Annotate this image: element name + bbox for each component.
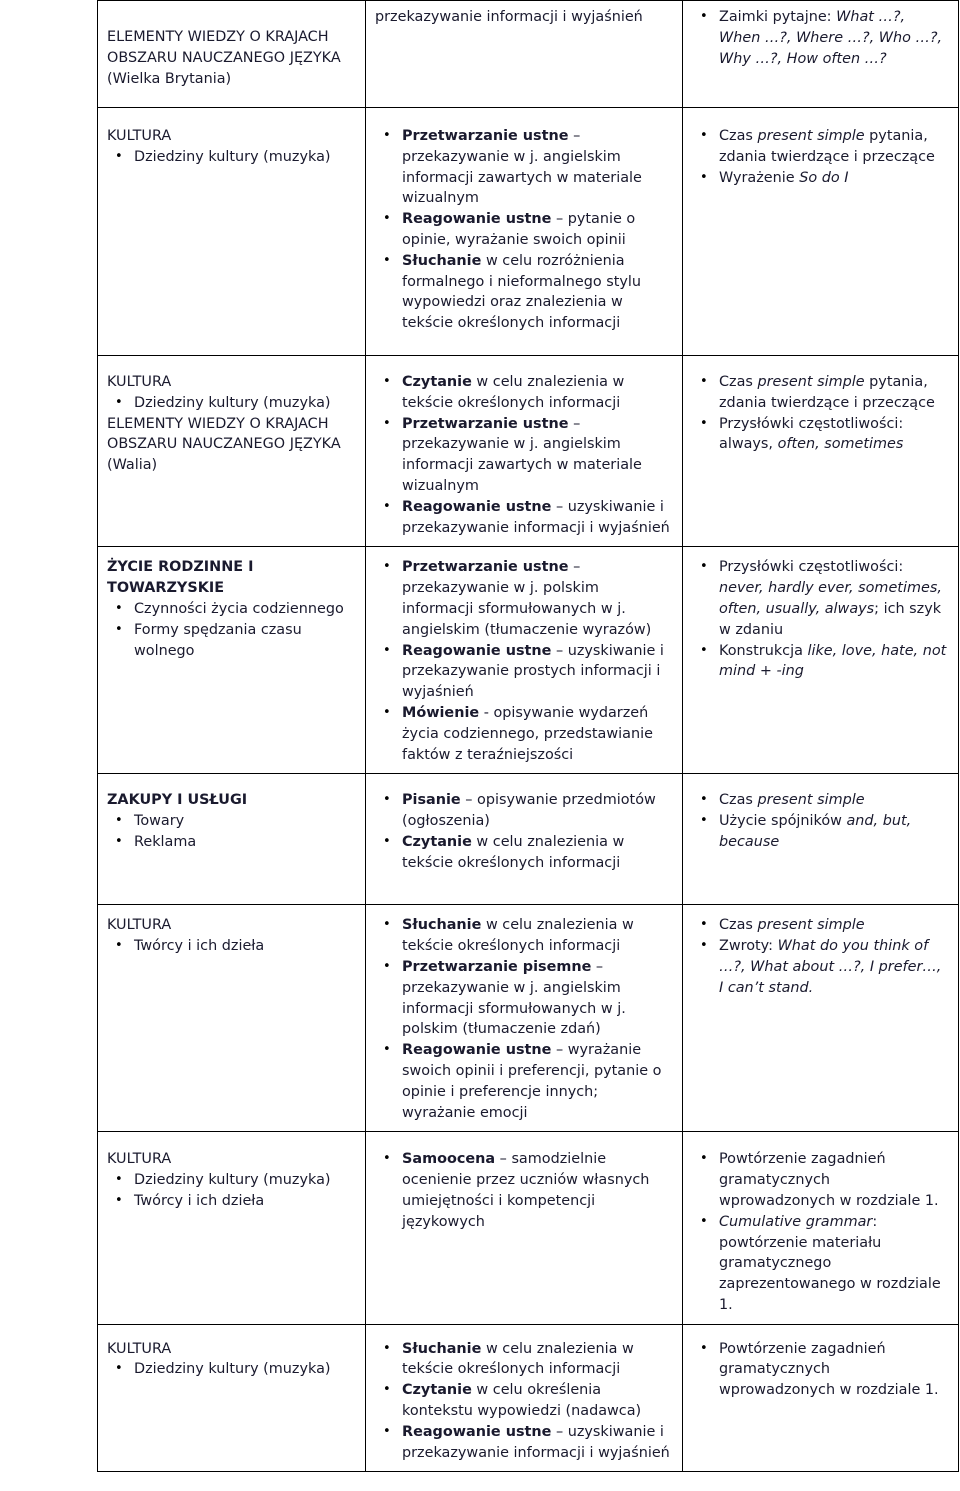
list-item bbox=[375, 126, 672, 209]
list-item bbox=[692, 168, 948, 189]
text-run: Dziedziny kultury (muzyka) bbox=[134, 394, 331, 411]
table-row bbox=[98, 1324, 959, 1472]
text-run: Dziedziny kultury (muzyka) bbox=[134, 148, 331, 165]
table-row bbox=[98, 1132, 959, 1324]
cell-heading bbox=[107, 1339, 355, 1360]
bullet-list bbox=[375, 372, 672, 538]
list-item bbox=[107, 1191, 355, 1212]
text-run: Reagowanie ustne bbox=[402, 642, 552, 659]
table-row bbox=[98, 1, 959, 108]
list-item bbox=[375, 641, 672, 703]
bullet-list bbox=[692, 7, 948, 69]
list-item bbox=[107, 599, 355, 620]
text-run: Słuchanie bbox=[402, 917, 482, 934]
text-run: w celu określenia kontekstu wypowiedzi (nadawca) bbox=[402, 1382, 642, 1420]
grammar-cell bbox=[683, 547, 959, 774]
text-run: Pisanie bbox=[402, 792, 461, 809]
list-item bbox=[375, 790, 672, 832]
text-run: Użycie spójników bbox=[719, 813, 847, 830]
text-run: – samodzielnie ocenienie przez uczniów własnych umiejętności i kompetencji językowych bbox=[402, 1151, 650, 1230]
cell-heading bbox=[107, 915, 355, 936]
list-item bbox=[375, 1380, 672, 1422]
list-item bbox=[107, 147, 355, 168]
list-item bbox=[692, 372, 948, 414]
text-run: present simple bbox=[757, 128, 865, 144]
text-run: present simple bbox=[757, 792, 865, 809]
curriculum-table bbox=[97, 0, 959, 1472]
text-run: KULTURA bbox=[107, 374, 172, 390]
list-item bbox=[375, 372, 672, 414]
text-run: Reagowanie ustne bbox=[402, 1423, 552, 1440]
bullet-list bbox=[107, 811, 355, 853]
text-run: Czas bbox=[719, 128, 758, 144]
list-item bbox=[375, 1422, 672, 1464]
text-run: KULTURA bbox=[107, 1340, 172, 1357]
skills-cell bbox=[366, 774, 683, 905]
text-run: Powtórzenie zagadnień gramatycznych wprowadzonych w rozdziale 1. bbox=[719, 1151, 939, 1209]
text-run: Mówienie bbox=[402, 704, 480, 721]
list-item bbox=[375, 957, 672, 1040]
list-item bbox=[107, 811, 355, 832]
cell-heading bbox=[107, 27, 355, 69]
list-item bbox=[375, 1339, 672, 1381]
list-item bbox=[375, 251, 672, 334]
topic-cell bbox=[98, 905, 366, 1132]
bullet-list bbox=[107, 1359, 355, 1380]
text-run: ŻYCIE RODZINNE I TOWARZYSKIE bbox=[107, 559, 254, 597]
bullet-list bbox=[692, 790, 948, 852]
list-item bbox=[375, 209, 672, 251]
text-run: What do you think of …?, What about …?, I prefer…, I can’t stand. bbox=[719, 938, 942, 996]
list-item bbox=[107, 936, 355, 957]
list-item bbox=[692, 557, 948, 640]
text-run: Przetwarzanie ustne bbox=[402, 128, 569, 144]
text-run: ELEMENTY WIEDZY O KRAJACH OBSZARU NAUCZANEGO JĘZYKA bbox=[107, 415, 341, 453]
text-run: Przysłówki częstotliwości: always, bbox=[719, 415, 904, 453]
text-run: Twórcy i ich dzieła bbox=[134, 1192, 265, 1209]
list-item bbox=[107, 393, 355, 414]
text-run: often, sometimes bbox=[777, 436, 904, 453]
text-run: KULTURA bbox=[107, 917, 172, 934]
text-run: Wyrażenie bbox=[719, 169, 800, 186]
text-run: Samoocena bbox=[402, 1151, 496, 1168]
text-run: Czynności życia codziennego bbox=[134, 600, 344, 617]
list-item bbox=[692, 7, 948, 69]
grammar-cell bbox=[683, 1132, 959, 1324]
text-run: and, but, because bbox=[719, 813, 912, 850]
cell-heading bbox=[107, 1149, 355, 1170]
text-run: Dziedziny kultury (muzyka) bbox=[134, 1361, 331, 1378]
list-item bbox=[692, 790, 948, 811]
list-item bbox=[107, 1359, 355, 1380]
grammar-cell bbox=[683, 1, 959, 108]
text-run: Towary bbox=[134, 813, 185, 830]
text-run: (Wielka Brytania) bbox=[107, 70, 232, 87]
list-item bbox=[375, 557, 672, 640]
cell-heading bbox=[107, 414, 355, 456]
topic-cell bbox=[98, 1132, 366, 1324]
text-run: w celu znalezienia w tekście określonych informacji bbox=[402, 1340, 634, 1378]
text-run: Przetwarzanie ustne bbox=[402, 559, 569, 576]
grammar-cell bbox=[683, 108, 959, 356]
list-item bbox=[692, 126, 948, 168]
list-item bbox=[692, 915, 948, 936]
bullet-list bbox=[692, 557, 948, 682]
list-item bbox=[375, 703, 672, 765]
grammar-cell bbox=[683, 1324, 959, 1472]
text-run: never, hardly ever, sometimes, often, usually, always bbox=[719, 580, 942, 617]
text-run: Konstrukcja bbox=[719, 642, 808, 659]
text-run: Słuchanie bbox=[402, 1340, 482, 1357]
grammar-cell bbox=[683, 905, 959, 1132]
skills-cell bbox=[366, 108, 683, 356]
text-run: present simple bbox=[757, 917, 865, 934]
bullet-list bbox=[107, 147, 355, 168]
text-run: Formy spędzania czasu wolnego bbox=[134, 621, 302, 659]
text-run: Przetwarzanie ustne bbox=[402, 415, 569, 432]
list-item bbox=[692, 1339, 948, 1401]
cell-heading bbox=[375, 7, 672, 28]
text-run: KULTURA bbox=[107, 1151, 172, 1168]
text-run: Reagowanie ustne bbox=[402, 1042, 552, 1059]
table-row bbox=[98, 547, 959, 774]
text-run: pytania, zdania twierdzące i przeczące bbox=[719, 128, 935, 165]
skills-cell bbox=[366, 1, 683, 108]
text-run: KULTURA bbox=[107, 128, 172, 144]
skills-cell bbox=[366, 1324, 683, 1472]
list-item bbox=[692, 1212, 948, 1316]
text-run: Przysłówki częstotliwości: bbox=[719, 559, 904, 576]
table-row bbox=[98, 774, 959, 905]
text-run: Twórcy i ich dzieła bbox=[134, 938, 265, 955]
bullet-list bbox=[107, 1170, 355, 1212]
text-run: Zaimki pytajne: bbox=[719, 9, 837, 25]
text-run: – wyrażanie swoich opinii i preferencji, pytanie o opinie i preferencje innych; wyrażanie emocji bbox=[402, 1042, 662, 1121]
text-run: Reklama bbox=[134, 833, 197, 850]
text-run: Cumulative grammar bbox=[719, 1213, 873, 1230]
text-run: przekazywanie informacji i wyjaśnień bbox=[375, 9, 643, 25]
cell-heading bbox=[107, 69, 355, 90]
text-run: – opisywanie przedmiotów (ogłoszenia) bbox=[402, 792, 656, 830]
list-item bbox=[107, 1170, 355, 1191]
list-item bbox=[107, 832, 355, 853]
text-run: ZAKUPY I USŁUGI bbox=[107, 792, 248, 809]
bullet-list bbox=[375, 915, 672, 1123]
topic-cell bbox=[98, 356, 366, 547]
list-item bbox=[692, 936, 948, 998]
text-run: w celu znalezienia w tekście określonych informacji bbox=[402, 833, 625, 871]
text-run: Czytanie bbox=[402, 1382, 472, 1399]
list-item bbox=[375, 1040, 672, 1123]
text-run: Reagowanie ustne bbox=[402, 498, 552, 515]
text-run: like, love, hate, not mind + -ing bbox=[719, 642, 947, 680]
text-run: (Walia) bbox=[107, 457, 158, 474]
text-run: w celu rozróżnienia formalnego i nieformalnego stylu wypowiedzi oraz znalezienia w tekście określonych informacji bbox=[402, 252, 642, 332]
bullet-list bbox=[375, 126, 672, 334]
list-item bbox=[692, 1149, 948, 1211]
text-run: Powtórzenie zagadnień gramatycznych wprowadzonych w rozdziale 1. bbox=[719, 1340, 939, 1399]
skills-cell bbox=[366, 356, 683, 547]
text-run: – przekazywanie w j. angielskim informacji sformułowanych w j. polskim (tłumaczenie zdań) bbox=[402, 958, 626, 1038]
bullet-list bbox=[692, 126, 948, 188]
topic-cell bbox=[98, 547, 366, 774]
list-item bbox=[692, 811, 948, 853]
text-run: Zwroty: bbox=[719, 938, 778, 955]
skills-cell bbox=[366, 547, 683, 774]
text-run: pytania, zdania twierdzące i przeczące bbox=[719, 374, 935, 411]
text-run: – przekazywanie w j. polskim informacji sformułowanych w j. angielskim (tłumaczenie wyrazów) bbox=[402, 559, 652, 638]
bullet-list bbox=[375, 790, 672, 873]
skills-cell bbox=[366, 1132, 683, 1324]
bullet-list bbox=[692, 1149, 948, 1315]
text-run: Czas bbox=[719, 374, 758, 390]
bullet-list bbox=[375, 1149, 672, 1232]
bullet-list bbox=[107, 936, 355, 957]
cell-heading bbox=[107, 557, 355, 599]
text-run: Czas bbox=[719, 792, 758, 809]
text-run: – pytanie o opinie, wyrażanie swoich opinii bbox=[402, 211, 636, 248]
text-run: – uzyskiwanie i przekazywanie informacji i wyjaśnień bbox=[402, 1423, 670, 1461]
text-run: What …?, When …?, Where …?, Who …?, Why …?, How often …? bbox=[719, 9, 943, 67]
table-row bbox=[98, 905, 959, 1132]
topic-cell bbox=[98, 774, 366, 905]
bullet-list bbox=[692, 915, 948, 998]
text-run: Dziedziny kultury (muzyka) bbox=[134, 1172, 331, 1189]
text-run: ELEMENTY WIEDZY O KRAJACH OBSZARU NAUCZANEGO JĘZYKA bbox=[107, 29, 341, 66]
text-run: w celu znalezienia w tekście określonych informacji bbox=[402, 917, 634, 955]
list-item bbox=[107, 620, 355, 662]
table-body bbox=[98, 1, 959, 1472]
bullet-list bbox=[107, 599, 355, 661]
list-item bbox=[375, 915, 672, 957]
table-row bbox=[98, 108, 959, 356]
text-run: – przekazywanie w j. angielskim informacji zawartych w materiale wizualnym bbox=[402, 128, 642, 207]
text-run: - opisywanie wydarzeń życia codziennego, przedstawianie faktów z teraźniejszości bbox=[402, 704, 653, 763]
text-run: Czytanie bbox=[402, 374, 472, 390]
cell-heading bbox=[107, 790, 355, 811]
text-run: : powtórzenie materiału gramatycznego zaprezentowanego w rozdziale 1. bbox=[719, 1213, 941, 1313]
list-item bbox=[375, 1149, 672, 1232]
text-run: – przekazywanie w j. angielskim informacji zawartych w materiale wizualnym bbox=[402, 415, 642, 494]
text-run: Słuchanie bbox=[402, 252, 482, 269]
list-item bbox=[375, 414, 672, 497]
text-run: ; ich szyk w zdaniu bbox=[719, 600, 942, 638]
grammar-cell bbox=[683, 356, 959, 547]
cell-heading bbox=[107, 372, 355, 393]
text-run: Czas bbox=[719, 917, 758, 934]
bullet-list bbox=[692, 372, 948, 455]
bullet-list bbox=[375, 557, 672, 765]
list-item bbox=[375, 497, 672, 539]
text-run: – uzyskiwanie i przekazywanie informacji i wyjaśnień bbox=[402, 498, 670, 536]
list-item bbox=[692, 414, 948, 456]
text-run: – uzyskiwanie i przekazywanie prostych informacji i wyjaśnień bbox=[402, 642, 664, 701]
cell-heading bbox=[107, 126, 355, 147]
bullet-list bbox=[375, 1339, 672, 1464]
skills-cell bbox=[366, 905, 683, 1132]
text-run: Przetwarzanie pisemne bbox=[402, 958, 592, 975]
text-run: w celu znalezienia w tekście określonych informacji bbox=[402, 374, 625, 411]
grammar-cell bbox=[683, 774, 959, 905]
table-row bbox=[98, 356, 959, 547]
topic-cell bbox=[98, 1324, 366, 1472]
list-item bbox=[375, 832, 672, 874]
bullet-list bbox=[692, 1339, 948, 1401]
text-run: Reagowanie ustne bbox=[402, 211, 552, 228]
text-run: Czytanie bbox=[402, 833, 472, 850]
list-item bbox=[692, 641, 948, 683]
cell-heading bbox=[107, 455, 355, 476]
text-run: present simple bbox=[757, 374, 865, 390]
text-run: So do I bbox=[799, 169, 849, 186]
bullet-list bbox=[107, 393, 355, 414]
topic-cell bbox=[98, 1, 366, 108]
topic-cell bbox=[98, 108, 366, 356]
